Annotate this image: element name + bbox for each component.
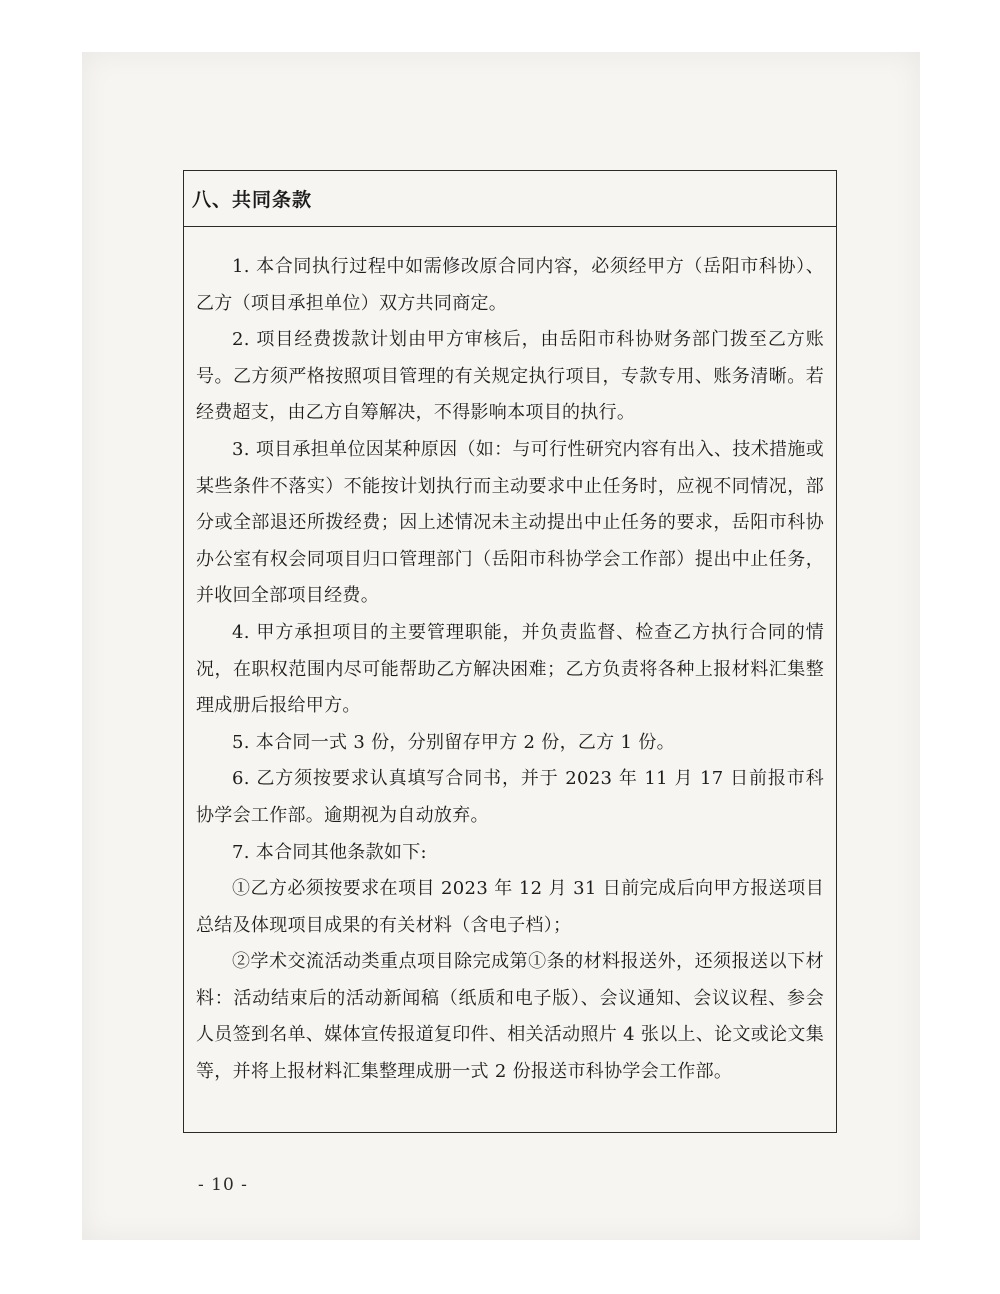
section-title: 八、共同条款 — [192, 189, 313, 211]
clause-6: 6. 乙方须按要求认真填写合同书，并于 2023 年 11 月 17 日前报市科协学会工作部。逾期视为自动放弃。 — [196, 768, 824, 826]
clause-2: 2. 项目经费拨款计划由甲方审核后，由岳阳市科协财务部门拨至乙方账号。乙方须严格按照项目管理的有关规定执行项目，专款专用、账务清晰。若经费超支，由乙方自筹解决，不得影响本项目的执行。 — [196, 329, 824, 424]
clause-7-item-1: ①乙方必须按要求在项目 2023 年 12 月 31 日前完成后向甲方报送项目总结及体现项目成果的有关材料（含电子档）； — [196, 878, 824, 936]
clause-3: 3. 项目承担单位因某种原因（如：与可行性研究内容有出入、技术措施或某些条件不落实）不能按计划执行而主动要求中止任务时，应视不同情况，部分或全部退还所拨经费；因上述情况未主动提出中止任务的要求，岳阳市科协办公室有权会同项目归口管理部门（岳阳市科协学会工作部）提出中止任务，并收回全部项目经费。 — [196, 438, 824, 607]
terms-table — [183, 170, 837, 1133]
terms-body — [184, 227, 836, 1091]
clause-5: 5. 本合同一式 3 份，分别留存甲方 2 份，乙方 1 份。 — [232, 731, 675, 753]
clause-7: 7. 本合同其他条款如下: — [232, 841, 427, 863]
section-header — [184, 171, 836, 227]
clause-7-item-2: ②学术交流活动类重点项目除完成第①条的材料报送外，还须报送以下材料：活动结束后的活动新闻稿（纸质和电子版）、会议通知、会议议程、参会人员签到名单、媒体宣传报道复印件、相关活动照片 4 张以上、论文或论文集等，并将上报材料汇集整理成册一式 2 份报送市科协学会工作部。 — [196, 951, 824, 1083]
clause-4: 4. 甲方承担项目的主要管理职能，并负责监督、检查乙方执行合同的情况，在职权范围内尽可能帮助乙方解决困难；乙方负责将各种上报材料汇集整理成册后报给甲方。 — [196, 621, 824, 717]
page-number: - 10 - — [198, 1175, 248, 1195]
clause-1: 1. 本合同执行过程中如需修改原合同内容，必须经甲方（岳阳市科协）、乙方（项目承担单位）双方共同商定。 — [196, 256, 824, 314]
